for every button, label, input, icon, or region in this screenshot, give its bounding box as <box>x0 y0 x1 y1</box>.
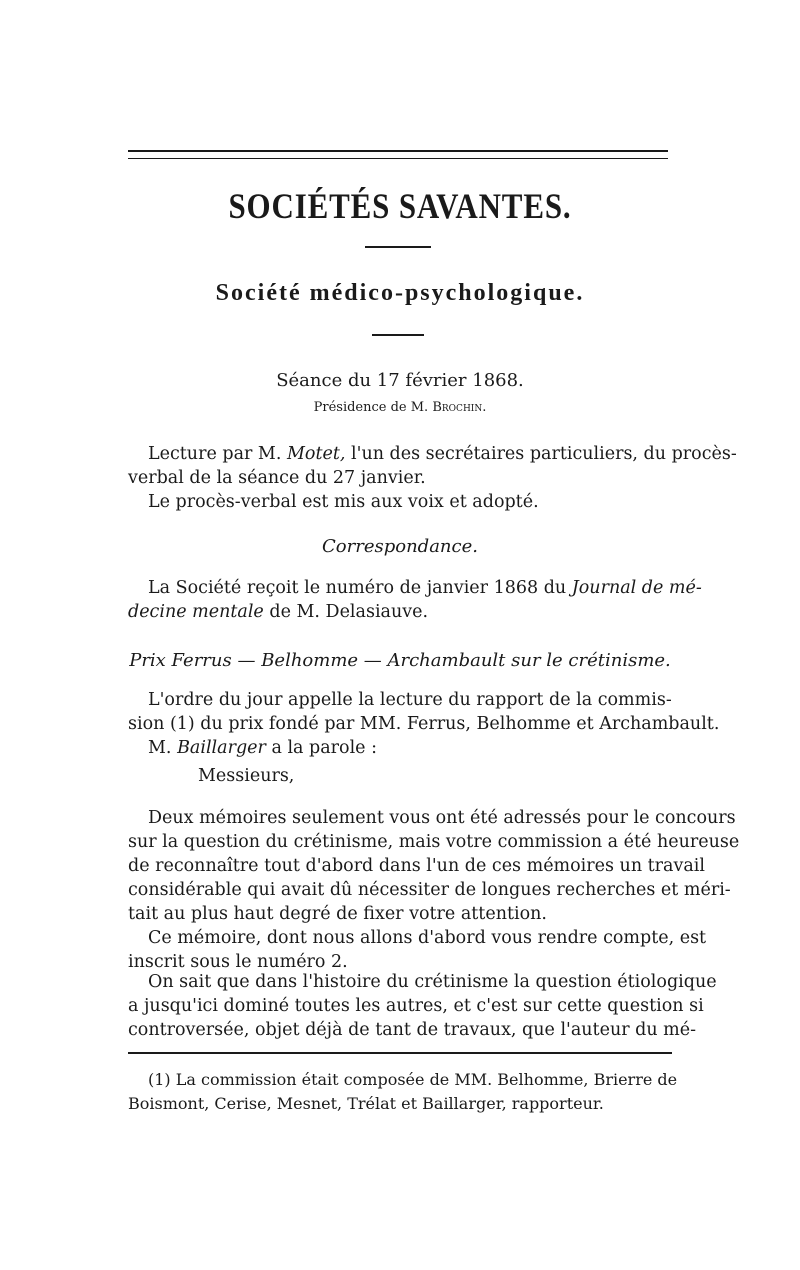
paragraph-correspondance <box>128 576 702 624</box>
separator-rule <box>372 334 424 336</box>
paragraph-ordre <box>128 688 720 760</box>
text-line: Ce mémoire, dont nous allons d'abord vous rendre compte, est <box>148 928 707 948</box>
society-title: Société médico-psychologique. <box>215 280 585 306</box>
text-line: inscrit sous le numéro 2. <box>128 952 348 972</box>
footnote-rule <box>128 1052 672 1054</box>
body-paragraph-3 <box>128 970 717 1042</box>
header-double-rule <box>128 150 668 159</box>
footnote-line: Boismont, Cerise, Mesnet, Trélat et Baillarger, rapporteur. <box>128 1094 604 1113</box>
text-line: La Société reçoit le numéro de janvier 1868 du Journal de mé- <box>148 578 702 598</box>
salutation <box>128 764 668 788</box>
body-paragraph-2 <box>128 926 707 974</box>
paragraph-lecture <box>128 442 737 514</box>
body-paragraph-1 <box>128 806 740 926</box>
text-line: L'ordre du jour appelle la lecture du rapport de la commis- <box>148 690 672 710</box>
section-heading: SOCIÉTÉS SAVANTES. <box>228 186 572 226</box>
text-line: sur la question du crétinisme, mais votre commission a été heureuse <box>128 832 740 852</box>
text-line: a jusqu'ici dominé toutes les autres, et c'est sur cette question si <box>128 996 704 1016</box>
text-line: considérable qui avait dû nécessiter de longues recherches et méri- <box>128 880 731 900</box>
text-line: sion (1) du prix fondé par MM. Ferrus, Belhomme et Archambault. <box>128 714 720 734</box>
presidence-name: Brochin. <box>432 400 487 415</box>
text-line: verbal de la séance du 27 janvier. <box>128 468 426 488</box>
text-line: Deux mémoires seulement vous ont été adressés pour le concours <box>148 808 736 828</box>
presidence-prefix: Présidence de M. <box>313 400 429 415</box>
text-line: de reconnaître tout d'abord dans l'un de ces mémoires un travail <box>128 856 705 876</box>
section-correspondance: Correspondance. <box>322 536 478 557</box>
footnote <box>128 1068 678 1116</box>
text-line: Lecture par M. Motet, l'un des secrétaires particuliers, du procès- <box>148 444 737 464</box>
text-line: On sait que dans l'histoire du crétinisme la question étiologique <box>148 972 717 992</box>
text-line: decine mentale de M. Delasiauve. <box>128 602 429 622</box>
presidence-line <box>0 400 800 415</box>
text-line: Messieurs, <box>198 766 295 786</box>
text-line: controversée, objet déjà de tant de travaux, que l'auteur du mé- <box>128 1020 697 1040</box>
session-date: Séance du 17 février 1868. <box>276 370 524 391</box>
section-prix: Prix Ferrus — Belhomme — Archambault sur le crétinisme. <box>129 650 671 671</box>
text-line: tait au plus haut degré de fixer votre attention. <box>128 904 547 924</box>
text-line: M. Baillarger a la parole : <box>148 738 377 758</box>
footnote-line: (1) La commission était composée de MM. Belhomme, Brierre de <box>148 1070 678 1089</box>
separator-rule <box>365 246 431 248</box>
text-line: Le procès-verbal est mis aux voix et adopté. <box>148 492 539 512</box>
